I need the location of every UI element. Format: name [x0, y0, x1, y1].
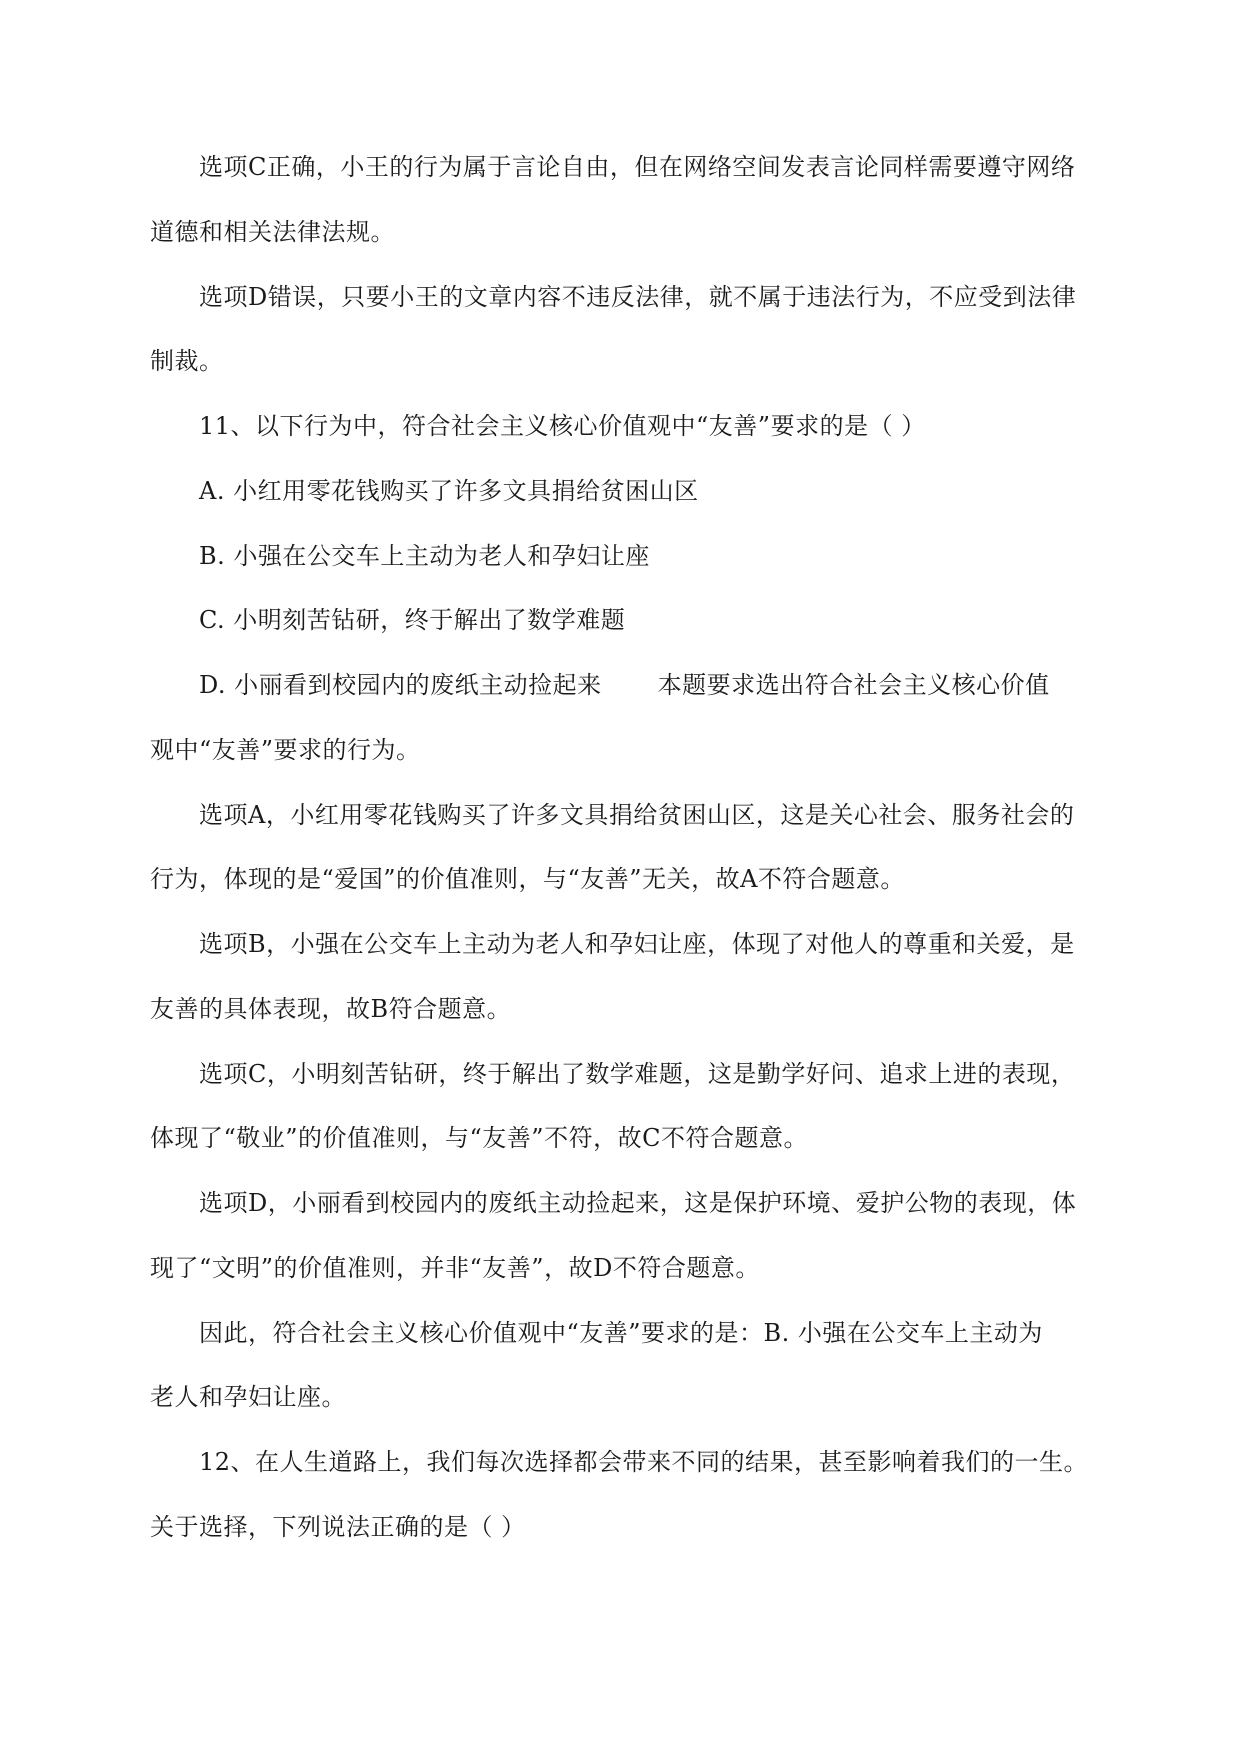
- q11-analysis-c-line-2: 体现了“敬业”的价值准则，与“友善”不符，故C不符合题意。: [150, 1124, 808, 1152]
- q11-analysis-a-line-1: 选项A，小红用零花钱购买了许多文具捐给贫困山区，这是关心社会、服务社会的: [199, 801, 1075, 829]
- q11-option-d: D. 小丽看到校园内的废纸主动捡起来: [199, 671, 602, 699]
- q11-analysis-b-line-1: 选项B，小强在公交车上主动为老人和孕妇让座，体现了对他人的尊重和关爱，是: [199, 930, 1075, 958]
- option-c-analysis-line-1: 选项C正确，小王的行为属于言论自由，但在网络空间发表言论同样需要遵守网络: [199, 153, 1076, 181]
- analysis-intro: 本题要求选出符合社会主义核心价值: [657, 671, 1050, 699]
- q11-option-a: A. 小红用零花钱购买了许多文具捐给贫困山区: [199, 477, 699, 505]
- option-d-analysis-line-2: 制裁。: [150, 347, 224, 375]
- q11-analysis-a-line-2: 行为，体现的是“爱国”的价值准则，与“友善”无关，故A不符合题意。: [150, 865, 905, 893]
- question-12-line-1: 12、在人生道路上，我们每次选择都会带来不同的结果，甚至影响着我们的一生。: [199, 1448, 1089, 1476]
- question-12-line-2: 关于选择，下列说法正确的是（ ）: [150, 1513, 526, 1541]
- q11-conclusion-line-1: 因此，符合社会主义核心价值观中“友善”要求的是：B. 小强在公交车上主动为: [199, 1319, 1043, 1347]
- q11-conclusion-line-2: 老人和孕妇让座。: [150, 1383, 346, 1411]
- question-11: 11、以下行为中，符合社会主义核心价值观中“友善”要求的是（ ）: [199, 412, 926, 440]
- option-d-analysis-line-1: 选项D错误，只要小王的文章内容不违反法律，就不属于违法行为，不应受到法律: [199, 283, 1077, 311]
- q11-analysis-c-line-1: 选项C，小明刻苦钻研，终于解出了数学难题，这是勤学好问、追求上进的表现，: [199, 1060, 1076, 1088]
- option-c-analysis-line-2: 道德和相关法律法规。: [150, 218, 395, 246]
- q11-option-b: B. 小强在公交车上主动为老人和孕妇让座: [199, 542, 650, 570]
- analysis-intro-line-2: 观中“友善”要求的行为。: [150, 736, 421, 764]
- q11-analysis-d-line-1: 选项D，小丽看到校园内的废纸主动捡起来，这是保护环境、爱护公物的表现，体: [199, 1189, 1077, 1217]
- q11-analysis-b-line-2: 友善的具体表现，故B符合题意。: [150, 995, 512, 1023]
- q11-option-c: C. 小明刻苦钻研，终于解出了数学难题: [199, 606, 626, 634]
- q11-analysis-d-line-2: 现了“文明”的价值准则，并非“友善”，故D不符合题意。: [150, 1254, 760, 1282]
- q11-option-d-and-analysis-intro: [199, 669, 1050, 701]
